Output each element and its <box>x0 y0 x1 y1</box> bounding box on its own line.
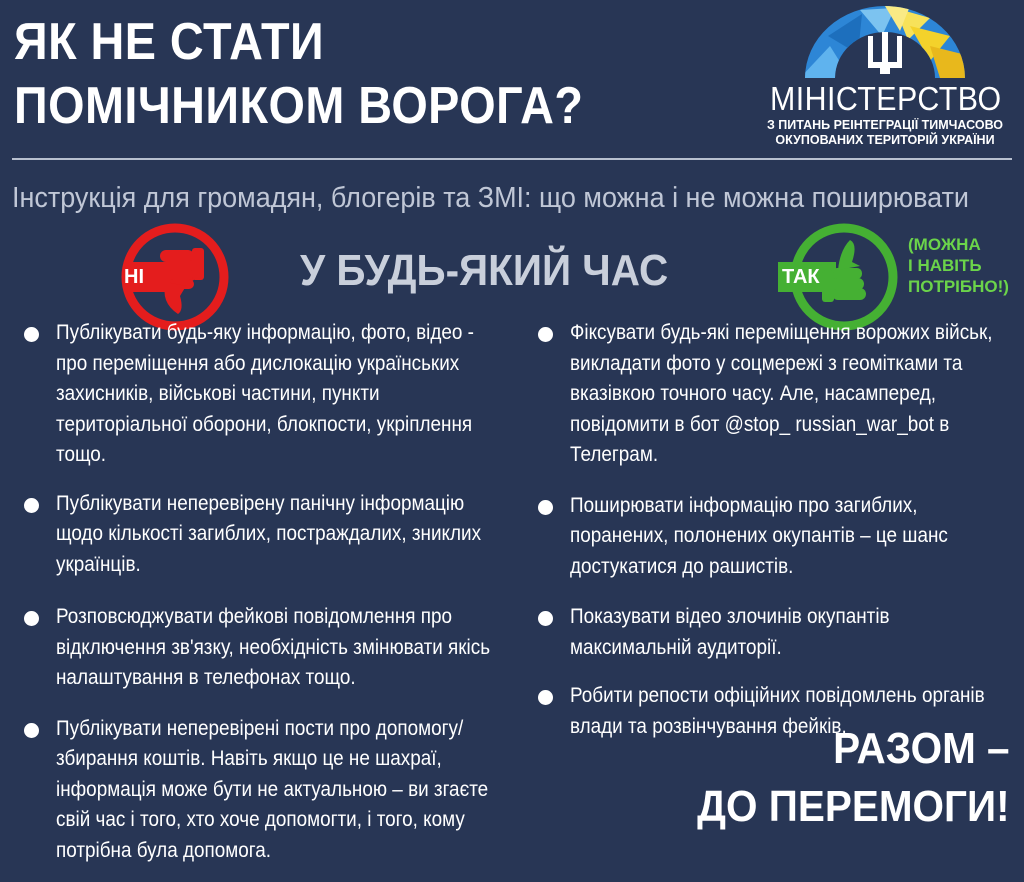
yes-note-line-1: (МОЖНА <box>908 235 981 254</box>
bullet-icon <box>24 723 39 738</box>
center-heading: У БУДЬ-ЯКИЙ ЧАС <box>300 246 669 295</box>
yes-badge <box>778 222 903 332</box>
list-item <box>22 714 492 867</box>
list-item-text: Робити репости офіційних повідомлень органів влади та розвінчування фейків. <box>570 684 985 738</box>
list-item-text: Розповсюджувати фейкові повідомлення про відключення зв'язку, необхідність змінювати якісь налаштування в телефонах тощо. <box>56 605 491 689</box>
list-item <box>536 318 1014 471</box>
list-item <box>536 491 1014 583</box>
subtitle: Інструкція для громадян, блогерів та ЗМІ: що можна і не можна поширювати <box>12 182 969 214</box>
yes-note <box>908 234 1009 297</box>
trident-emblem-icon <box>800 6 970 78</box>
ministry-sub-line-1: З ПИТАНЬ РЕІНТЕГРАЦІЇ ТИМЧАСОВО <box>766 118 1004 132</box>
no-label: НІ <box>124 266 144 288</box>
list-item <box>22 602 492 694</box>
header-divider <box>12 158 1012 160</box>
no-list <box>22 318 492 882</box>
bullet-icon <box>538 690 553 705</box>
bullet-icon <box>24 498 39 513</box>
ministry-sub-line-2: ОКУПОВАНИХ ТЕРИТОРІЙ УКРАЇНИ <box>775 133 995 147</box>
bullet-icon <box>24 611 39 626</box>
list-item-text: Публікувати неперевірену панічну інформацію щодо кількості загиблих, постраждалих, зниклих українців. <box>56 491 482 576</box>
bullet-icon <box>538 611 553 626</box>
list-item-text: Показувати відео злочинів окупантів максимальній аудиторії. <box>570 605 890 659</box>
list-item <box>22 318 492 471</box>
slogan-line-2: ДО ПЕРЕМОГИ! <box>697 782 1010 831</box>
no-badge <box>120 222 230 332</box>
list-item <box>536 602 1014 663</box>
yes-note-line-3: ПОТРІБНО!) <box>908 277 1009 296</box>
bullet-icon <box>24 327 39 342</box>
list-item-text: Публікувати будь-яку інформацію, фото, відео - про переміщення або дислокацію українських захисників, військові частини, пункти територіальної оборони, блокпости, укріплення тощо. <box>56 321 474 466</box>
ministry-name: МІНІСТЕРСТВО <box>770 80 1002 117</box>
bullet-icon <box>538 327 553 342</box>
list-item-text: Фіксувати будь-які переміщення ворожих військ, викладати фото у соцмережі з геомітками та вказівкою точного часу. Але, насамперед, повідомити в бот @stop_ russian_war_bot в Телеграм. <box>570 321 993 466</box>
title-line-1: ЯК НЕ СТАТИ <box>14 13 325 71</box>
yes-label: ТАК <box>782 266 820 288</box>
yes-note-line-2: І НАВІТЬ <box>908 256 982 275</box>
bullet-icon <box>538 500 553 515</box>
page-title <box>14 10 583 138</box>
title-line-2: ПОМІЧНИКОМ ВОРОГА? <box>14 77 584 135</box>
list-item-text: Публікувати неперевірені пости про допомогу/ збирання коштів. Навіть якщо це не шахраї, інформація може бути не актуальною – ви згаєте свій час і того, хто хоче допомогти, і того, кому потрібна була допомога. <box>56 716 489 862</box>
list-item <box>22 489 492 581</box>
trident-shape <box>868 32 902 74</box>
list-item-text: Поширювати інформацію про загиблих, поранених, полонених окупантів – це шанс достукатися до рашистів. <box>570 493 948 578</box>
yes-list <box>536 318 1014 758</box>
slogan <box>698 720 1010 836</box>
slogan-line-1: РАЗОМ – <box>833 724 1010 773</box>
ministry-logo <box>760 6 1010 156</box>
